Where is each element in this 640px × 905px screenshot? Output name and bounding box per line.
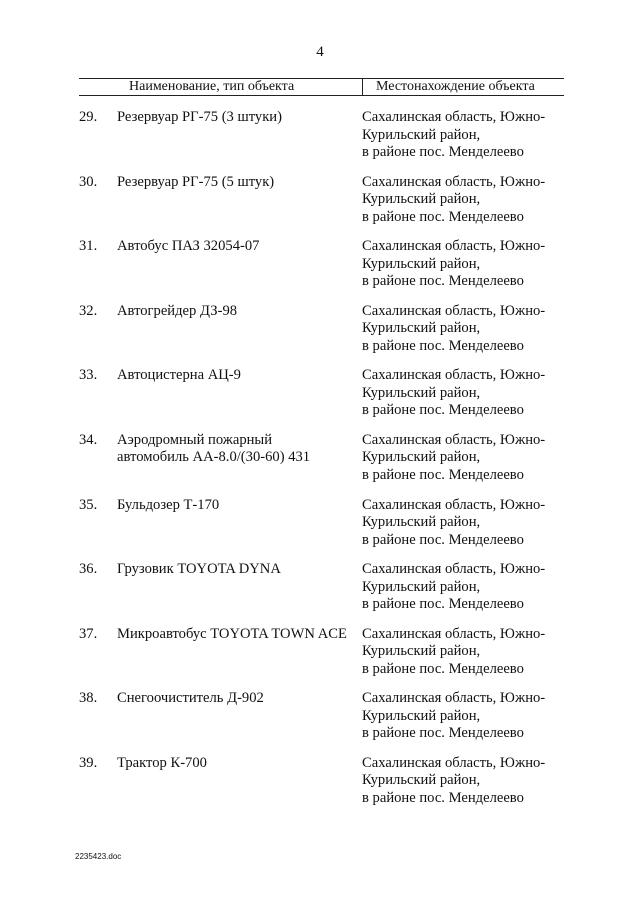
object-location: Сахалинская область, Южно- Курильский район, в районе пос. Менделеево xyxy=(362,561,546,613)
object-name: Снегоочиститель Д-902 xyxy=(117,690,264,707)
header-name-column: Наименование, тип объекта xyxy=(129,79,295,94)
table-row xyxy=(0,432,640,497)
row-number: 30. xyxy=(79,173,98,190)
object-location: Сахалинская область, Южно- Курильский район, в районе пос. Менделеево xyxy=(362,173,546,225)
object-name: Резервуар РГ-75 (5 штук) xyxy=(117,173,275,190)
row-number: 34. xyxy=(79,431,98,448)
table-header xyxy=(79,78,564,96)
object-name: Автоцистерна АЦ-9 xyxy=(117,367,241,384)
row-number: 32. xyxy=(79,302,98,319)
table-row xyxy=(0,755,640,820)
table-row xyxy=(0,626,640,691)
document-filename: 2235423.doc xyxy=(75,852,122,861)
object-location: Сахалинская область, Южно- Курильский район, в районе пос. Менделеево xyxy=(362,690,546,742)
row-number: 37. xyxy=(79,625,98,642)
header-column-separator xyxy=(362,79,363,95)
row-number: 33. xyxy=(79,367,98,384)
object-name: Резервуар РГ-75 (3 штуки) xyxy=(117,109,282,125)
table-row xyxy=(0,109,640,174)
header-location-column: Местонахождение объекта xyxy=(376,79,535,94)
object-name: Автобус ПАЗ 32054-07 xyxy=(117,238,260,255)
table-row xyxy=(0,497,640,562)
table-row xyxy=(0,174,640,239)
object-name: Бульдозер Т-170 xyxy=(117,496,220,513)
object-name: Грузовик TOYOTA DYNA xyxy=(117,561,281,578)
table-body xyxy=(0,109,640,820)
object-location: Сахалинская область, Южно- Курильский район, в районе пос. Менделеево xyxy=(362,109,546,160)
row-number: 39. xyxy=(79,754,98,771)
header-bottom-rule xyxy=(79,95,564,96)
row-number: 36. xyxy=(79,561,98,578)
row-number: 31. xyxy=(79,238,98,255)
table-row xyxy=(0,238,640,303)
object-location: Сахалинская область, Южно- Курильский район, в районе пос. Менделеево xyxy=(362,625,546,677)
object-name: Микроавтобус TOYOTA TOWN ACE xyxy=(117,625,347,642)
object-name: Аэродромный пожарный автомобиль АА-8.0/(30-60) 431 xyxy=(117,431,311,466)
table-row xyxy=(0,561,640,626)
row-number: 35. xyxy=(79,496,98,513)
table-row xyxy=(0,690,640,755)
object-location: Сахалинская область, Южно- Курильский район, в районе пос. Менделеево xyxy=(362,302,546,354)
table-row xyxy=(0,303,640,368)
row-number: 29. xyxy=(79,109,98,125)
object-location: Сахалинская область, Южно- Курильский район, в районе пос. Менделеево xyxy=(362,367,546,419)
row-number: 38. xyxy=(79,690,98,707)
page-number: 4 xyxy=(316,44,324,60)
object-location: Сахалинская область, Южно- Курильский район, в районе пос. Менделеево xyxy=(362,754,546,806)
object-name: Автогрейдер ДЗ-98 xyxy=(117,302,238,319)
object-name: Трактор К-700 xyxy=(117,754,207,771)
object-location: Сахалинская область, Южно- Курильский район, в районе пос. Менделеево xyxy=(362,238,546,290)
table-row xyxy=(0,367,640,432)
object-location: Сахалинская область, Южно- Курильский район, в районе пос. Менделеево xyxy=(362,496,546,548)
object-location: Сахалинская область, Южно- Курильский район, в районе пос. Менделеево xyxy=(362,431,546,483)
